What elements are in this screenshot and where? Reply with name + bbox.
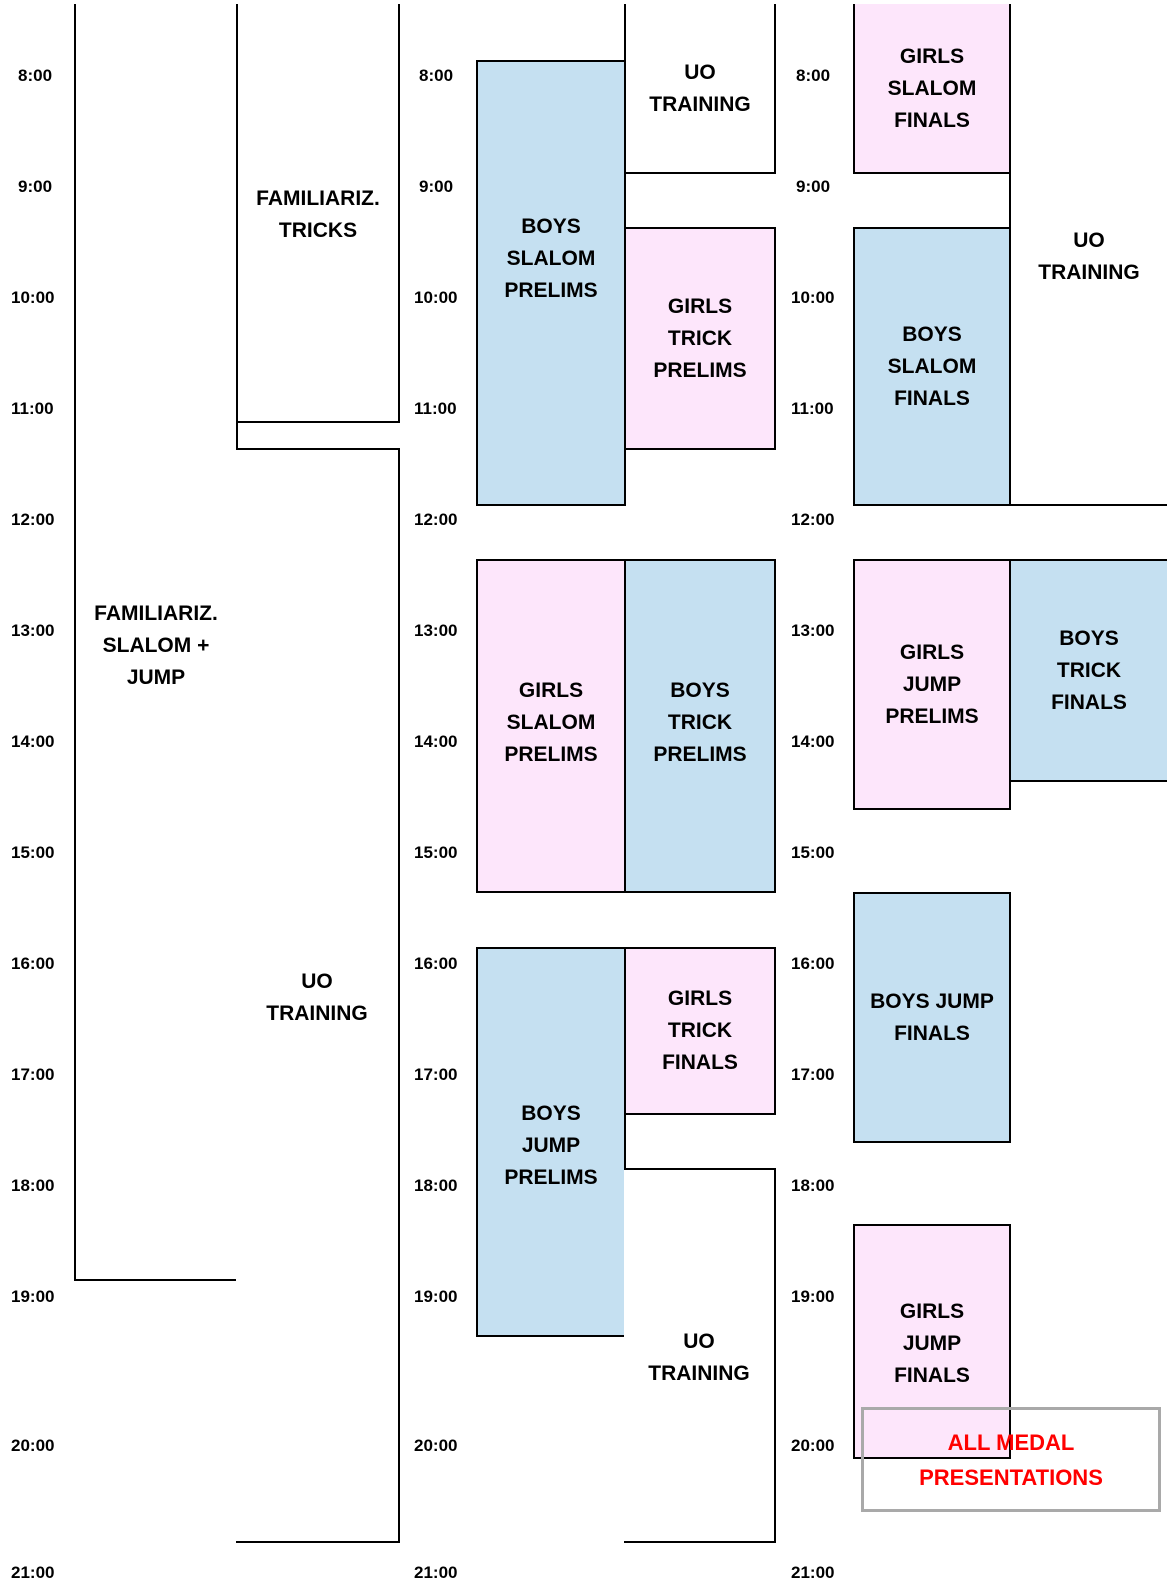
time-label: 11:00 (414, 399, 457, 418)
time-label: 20:00 (791, 1436, 835, 1455)
uo-training-day1-label: UO TRAINING (266, 970, 368, 1025)
time-label: 13:00 (11, 621, 55, 640)
boys-trick-finals-block (1009, 559, 1167, 782)
familiariz-tricks-label: FAMILIARIZ. TRICKS (256, 187, 380, 242)
time-label: 21:00 (791, 1563, 835, 1582)
time-label: 21:00 (414, 1563, 458, 1582)
boys-jump-prelims-block (476, 947, 626, 1337)
girls-slalom-finals-block (853, 4, 1011, 174)
time-label: 9:00 (419, 177, 454, 196)
boys-slalom-prelims-block (476, 60, 626, 506)
time-label: 10:00 (791, 288, 835, 307)
time-label: 15:00 (11, 843, 55, 862)
familiariz-slalom-jump-block (74, 4, 238, 1281)
uo-training-day1-block (236, 448, 400, 1543)
time-label: 17:00 (414, 1065, 458, 1084)
girls-trick-prelims-label: GIRLS TRICK PRELIMS (653, 294, 747, 382)
boys-trick-finals-label: BOYS TRICK FINALS (1051, 626, 1127, 714)
time-label: 20:00 (11, 1436, 55, 1455)
time-label: 8:00 (18, 66, 53, 85)
medal-presentations-label: ALL MEDAL PRESENTATIONS (919, 1429, 1103, 1490)
boys-jump-prelims-label: BOYS JUMP PRELIMS (504, 1102, 598, 1189)
familiariz-tricks-block (236, 4, 400, 423)
time-label: 16:00 (791, 954, 835, 973)
time-label: 18:00 (11, 1176, 55, 1195)
boys-trick-prelims-block (624, 559, 776, 893)
medal-presentations-box (861, 1407, 1161, 1512)
girls-jump-prelims-label: GIRLS JUMP PRELIMS (885, 640, 979, 728)
time-label: 19:00 (414, 1287, 458, 1306)
uo-training-morning-block (624, 4, 776, 174)
time-label: 16:00 (414, 954, 458, 973)
time-label: 14:00 (414, 732, 458, 751)
girls-trick-finals-label: GIRLS TRICK FINALS (662, 987, 738, 1074)
boys-jump-finals-block (853, 892, 1011, 1143)
uo-training-day3-block (1009, 4, 1167, 506)
uo-training-evening-block (624, 1168, 776, 1543)
girls-jump-prelims-block (853, 559, 1011, 810)
girls-trick-finals-block (624, 947, 776, 1115)
boys-jump-finals-label: BOYS JUMP FINALS (870, 989, 994, 1045)
time-label: 17:00 (11, 1065, 55, 1084)
time-label: 8:00 (796, 66, 831, 85)
time-label: 14:00 (11, 732, 55, 751)
time-label: 20:00 (414, 1436, 458, 1455)
time-label: 11:00 (791, 399, 834, 418)
time-label: 16:00 (11, 954, 55, 973)
girls-slalom-prelims-label: GIRLS SLALOM PRELIMS (504, 679, 598, 766)
time-label: 14:00 (791, 732, 835, 751)
boys-slalom-prelims-label: BOYS SLALOM PRELIMS (504, 215, 598, 302)
girls-trick-prelims-block (624, 227, 776, 450)
time-label: 12:00 (414, 510, 458, 529)
uo-training-morning-label: UO TRAINING (649, 61, 751, 116)
time-label: 10:00 (414, 288, 458, 307)
familiariz-slalom-jump-label: FAMILIARIZ. SLALOM + JUMP (94, 602, 218, 689)
time-label: 9:00 (18, 177, 53, 196)
time-label: 18:00 (414, 1176, 458, 1195)
time-label: 15:00 (791, 843, 835, 862)
time-label: 9:00 (796, 177, 831, 196)
boys-slalom-finals-block (853, 227, 1011, 506)
time-label: 8:00 (419, 66, 454, 85)
time-label: 13:00 (414, 621, 458, 640)
uo-training-day3-label: UO TRAINING (1038, 229, 1140, 284)
time-label: 19:00 (791, 1287, 835, 1306)
time-label: 12:00 (791, 510, 835, 529)
girls-slalom-finals-label: GIRLS SLALOM FINALS (887, 45, 977, 132)
time-label: 17:00 (791, 1065, 835, 1084)
time-label: 12:00 (11, 510, 55, 529)
time-label: 15:00 (414, 843, 458, 862)
boys-trick-prelims-label: BOYS TRICK PRELIMS (653, 679, 747, 766)
time-label: 21:00 (11, 1563, 55, 1582)
uo-training-evening-label: UO TRAINING (648, 1330, 750, 1385)
girls-jump-finals-label: GIRLS JUMP FINALS (894, 1300, 970, 1387)
time-label: 19:00 (11, 1287, 55, 1306)
girls-slalom-prelims-block (476, 559, 626, 893)
boys-slalom-finals-label: BOYS SLALOM FINALS (887, 322, 977, 410)
time-label: 13:00 (791, 621, 835, 640)
time-label: 18:00 (791, 1176, 835, 1195)
time-label: 11:00 (11, 399, 54, 418)
time-label: 10:00 (11, 288, 55, 307)
